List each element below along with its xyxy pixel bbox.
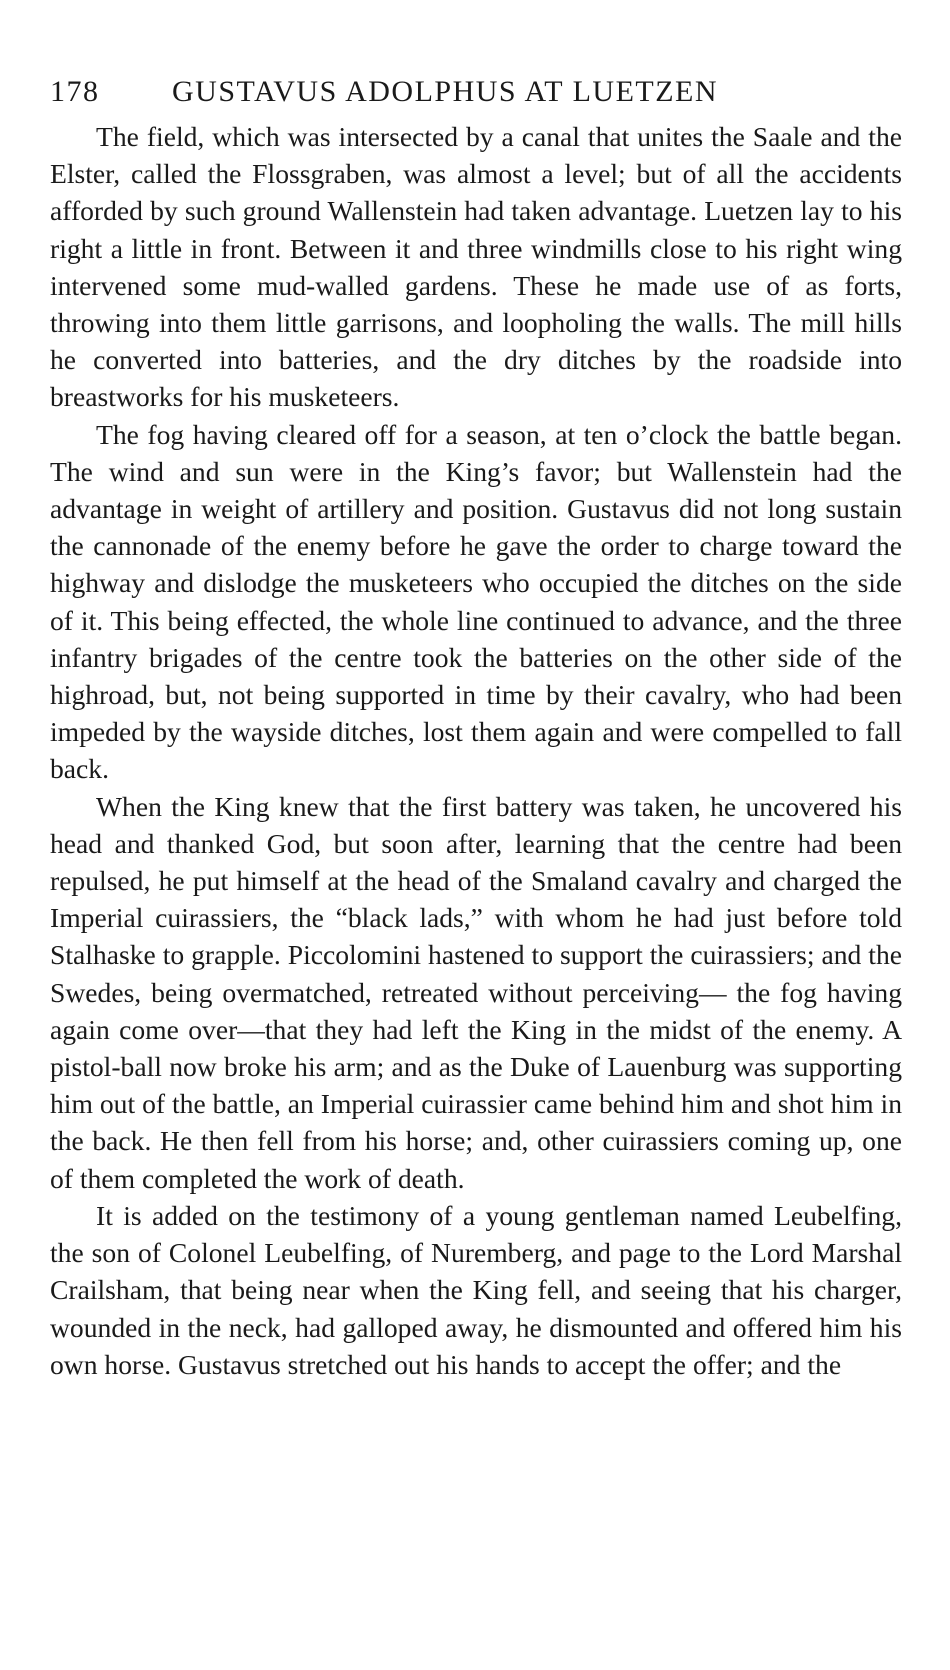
paragraph-battle-began: The fog having cleared off for a season, at ten o’clock the battle began. The wind and sun were in the King’s favor; but Wallenstein had the advantage in weight of artillery and position. Gustavus did not long sustain the cannonade of the enemy before he gave the order to charge toward the highway and dislodge the musketeers who occupied the ditches on the side of it. This being effected, the whole line continued to advance, and the three infantry brigades of the centre took the batteries on the other side of the highroad, but, not being supported in time by their cavalry, who had been impeded by the wayside ditches, lost them again and were compelled to fall back.: [50, 418, 902, 785]
paragraph-king-death: When the King knew that the first battery was taken, he uncovered his head and thanked God, but soon after, learning that the centre had been repulsed, he put himself at the head of the Smaland cavalry and charged the Imperial cuirassiers, the “black lads,” with whom he had just before told Stalhaske to grapple. Piccolomini hastened to support the cuirassiers; and the Swedes, being overmatched, retreated without perceiving— the fog having again come over—that they had left the King in the midst of the enemy. A pistol-ball now broke his arm; and as the Duke of Lauenburg was supporting him out of the battle, an Imperial cuirassier came behind him and shot him in the back. He then fell from his horse; and, other cuirassiers coming up, one of them completed the work of death.: [50, 790, 902, 1194]
paragraph-windmills: The field, which was intersected by a canal that unites the Saale and the Elster, called the Flossgraben, was almost a level; but of all the accidents afforded by such ground Wallenstein had taken advantage. Luetzen lay to his right a little in front. Between it and three windmills close to his right wing intervened some mud-walled gardens. These he made use of as forts, throwing into them little garrisons, and loopholing the walls. The mill hills he converted into batteries, and the dry ditches by the roadside into breastworks for his musketeers.: [50, 121, 902, 413]
running-head: [50, 72, 902, 112]
page-number: 178: [50, 75, 100, 108]
running-title: GUSTAVUS ADOLPHUS AT LUETZEN: [172, 75, 719, 108]
text-body: [50, 118, 902, 1383]
book-page: [50, 72, 902, 1383]
paragraph-leubelfing: It is added on the testimony of a young gentleman named Leubelfing, the son of Colonel Leubelfing, of Nuremberg, and page to the Lord Marshal Crailsham, that being near when the King fell, and seeing that his charger, wounded in the neck, had galloped away, he dismounted and offered him his own horse. Gustavus stretched out his hands to accept the offer; and the: [50, 1199, 902, 1380]
